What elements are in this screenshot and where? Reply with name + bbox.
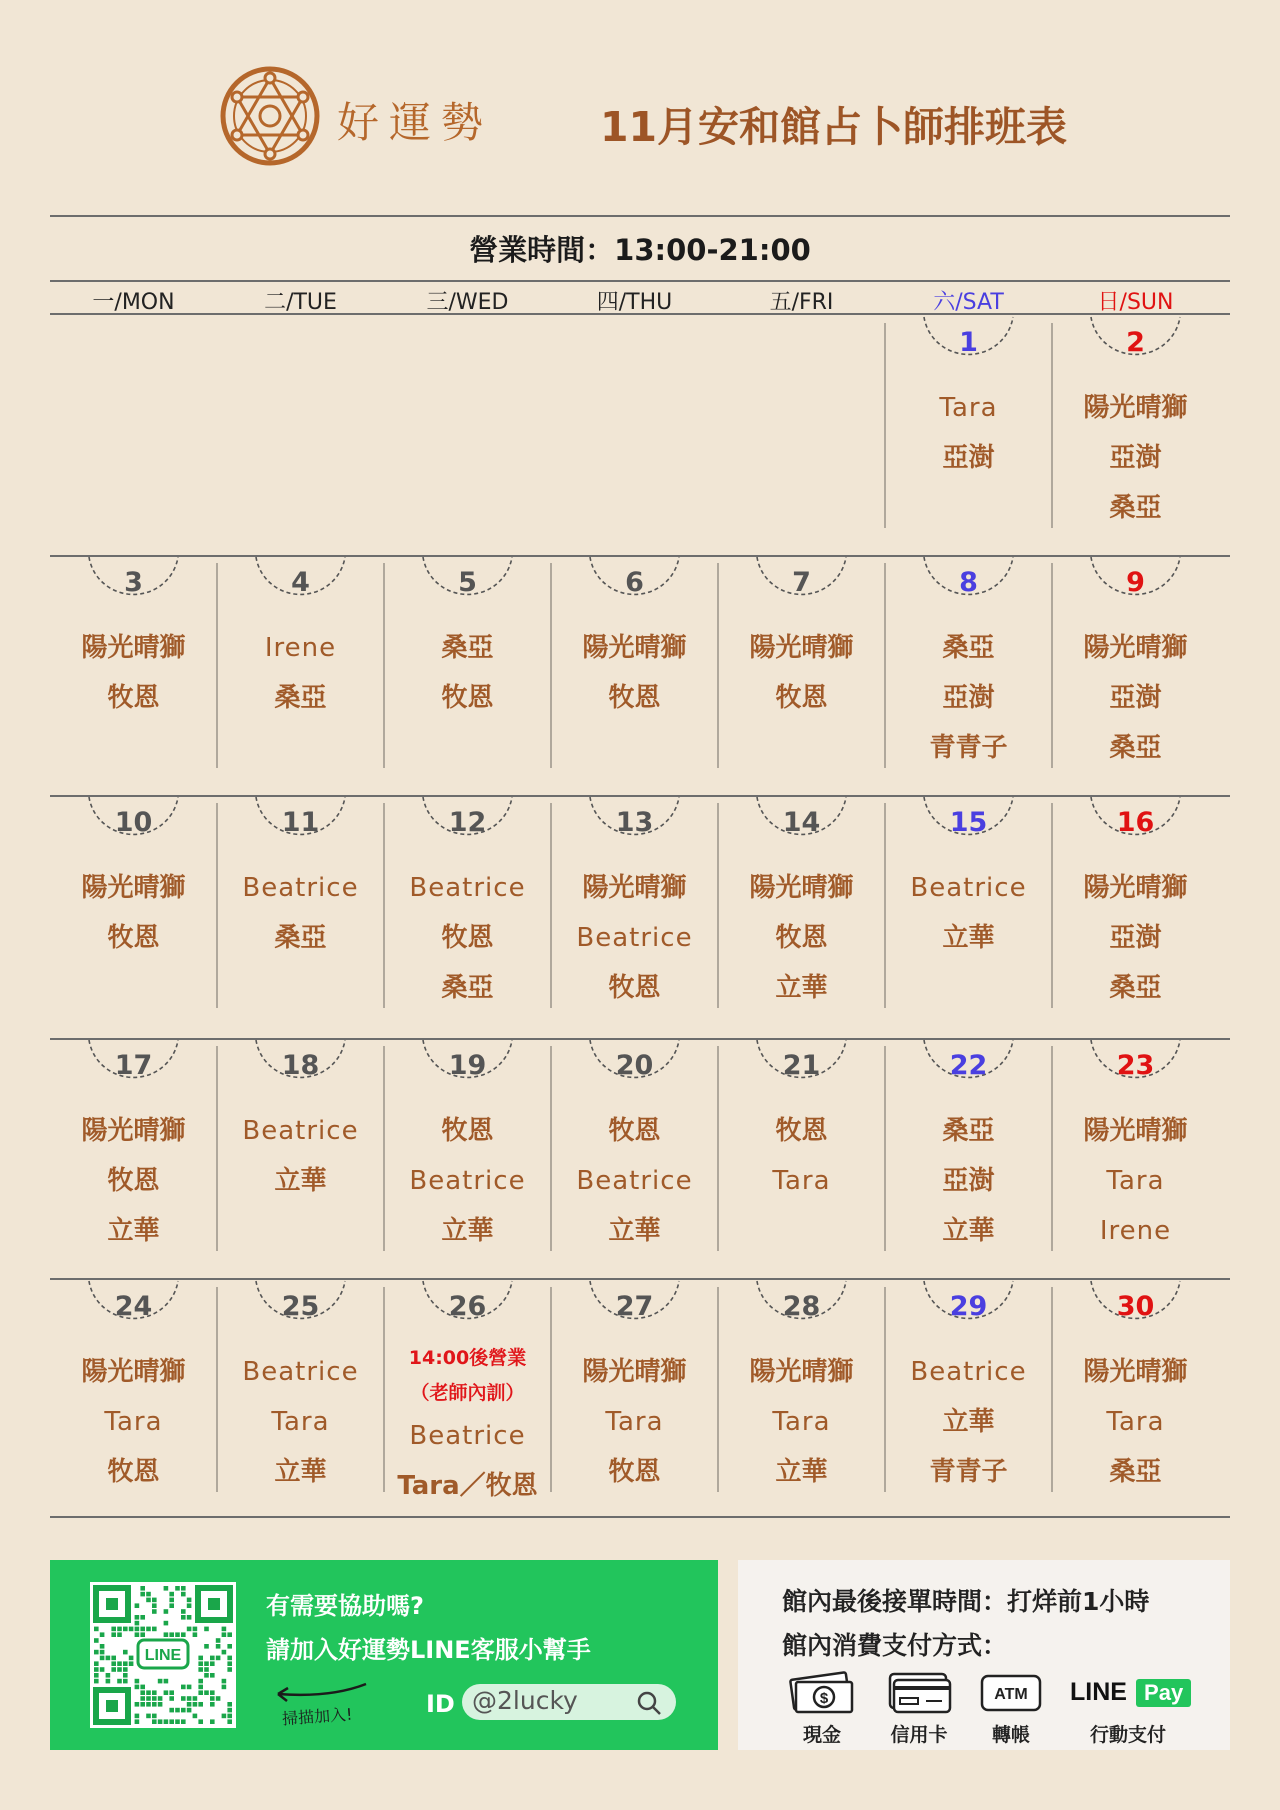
date-number: 24 [114,1291,153,1322]
date-number: 26 [448,1291,487,1322]
date-number: 17 [114,1050,153,1081]
date-number: 22 [949,1050,988,1081]
day-cell [217,1287,384,1497]
day-cell [885,1046,1052,1256]
staff-list [217,623,384,723]
staff-name: Beatrice [242,873,359,903]
help-question: 有需要協助嗎? [266,1592,424,1620]
staff-name: 桑亞 [274,683,327,713]
staff-name: 桑亞 [441,973,494,1003]
staff-name: 桑亞 [1109,493,1162,523]
arrow-icon [270,1680,370,1704]
date-number: 19 [448,1050,487,1081]
staff-name: Beatrice [409,1166,526,1196]
staff-list [50,1106,217,1256]
staff-name: 牧恩 [775,923,828,953]
staff-name: Tara [104,1407,163,1437]
day-cell [551,1046,718,1256]
staff-name: 立華 [608,1216,661,1246]
date-number: 18 [281,1050,320,1081]
staff-list [1052,863,1219,1013]
date-number: 23 [1116,1050,1155,1081]
line-id-search[interactable] [462,1684,676,1720]
day-cell [50,1046,217,1256]
day-cell [384,1046,551,1256]
day-cell [718,1046,885,1256]
staff-list [1052,623,1219,773]
staff-list [217,1106,384,1206]
qr-code-icon[interactable] [90,1582,236,1728]
day-cell [718,1287,885,1497]
date-number: 5 [458,567,477,598]
payment-cash: 現金 [802,1724,841,1746]
date-number: 15 [949,807,988,838]
staff-name: Beatrice [409,873,526,903]
staff-list [217,1347,384,1497]
header-divider-top [50,215,1230,217]
staff-list [885,623,1052,773]
staff-name: 立華 [942,1407,995,1437]
staff-list [50,623,217,723]
calendar-bottom-divider [50,1516,1230,1518]
staff-list [217,863,384,963]
staff-name: 亞澍 [942,683,995,713]
date-number: 4 [291,567,310,598]
date-number: 11 [281,807,320,838]
staff-name: 陽光晴獅 [749,1357,854,1387]
atm-text: ATM [994,1686,1028,1703]
date-number: 7 [792,567,811,598]
staff-name: Irene [1099,1216,1172,1246]
brand-name: 好運勢 [337,98,494,147]
staff-name: 桑亞 [274,923,327,953]
staff-name: 陽光晴獅 [81,873,186,903]
staff-name: 青青子 [929,1457,1008,1487]
staff-name: 牧恩 [107,1457,160,1487]
staff-name: Beatrice [242,1357,359,1387]
staff-name: 亞澍 [1109,923,1162,953]
staff-list [1052,1106,1219,1256]
page-title: 11月安和館占卜師排班表 [600,103,1068,151]
line-id-value: @2lucky [472,1686,578,1715]
staff-list [551,1347,718,1497]
day-cell [50,563,217,773]
weekday-wed: 三/WED [426,290,509,315]
staff-name: Beatrice [910,1357,1027,1387]
staff-name: 亞澍 [1109,683,1162,713]
day-cell [384,1287,551,1501]
staff-name: 陽光晴獅 [582,1357,687,1387]
day-cell [718,803,885,1013]
day-cell [384,803,551,1013]
staff-list [384,863,551,1013]
date-number: 27 [615,1291,654,1322]
staff-name: 亞澍 [1109,443,1162,473]
schedule-note: 14:00後營業 [408,1347,527,1369]
staff-name: 立華 [942,923,995,953]
staff-list [718,863,885,1013]
staff-name: 陽光晴獅 [1083,873,1188,903]
staff-list [384,1341,551,1511]
svg-text:$: $ [819,1690,829,1707]
date-number: 8 [959,567,978,598]
day-cell [1052,323,1219,533]
staff-name: 立華 [274,1457,327,1487]
payment-methods-title: 館內消費支付方式： [782,1631,1008,1660]
staff-name: Tara／牧恩 [397,1471,538,1501]
staff-name: 牧恩 [608,683,661,713]
staff-name: 亞澍 [942,1166,995,1196]
day-cell [885,323,1052,533]
staff-name: 牧恩 [608,1457,661,1487]
cash-icon [788,1670,856,1716]
staff-name: Beatrice [576,1166,693,1196]
weekday-tue: 二/TUE [264,290,337,315]
weekday-sat: 六/SAT [933,290,1004,315]
brand-logo-icon [218,64,322,168]
line-pay-pay-text: Pay [1136,1679,1191,1707]
staff-list [551,863,718,1013]
staff-list [551,1106,718,1256]
staff-name: 立華 [274,1166,327,1196]
staff-name: 牧恩 [608,1116,661,1146]
staff-name: 牧恩 [441,1116,494,1146]
date-number: 29 [949,1291,988,1322]
day-cell [384,563,551,773]
staff-name: 陽光晴獅 [1083,1357,1188,1387]
staff-name: 牧恩 [608,973,661,1003]
staff-name: Beatrice [242,1116,359,1146]
staff-name: 桑亞 [1109,973,1162,1003]
staff-name: 牧恩 [775,683,828,713]
staff-list [551,623,718,723]
staff-name: 陽光晴獅 [81,1357,186,1387]
day-cell [1052,563,1219,773]
staff-list [50,863,217,963]
weekday-mon: 一/MON [92,290,175,315]
day-cell [1052,1046,1219,1256]
staff-name: Tara [772,1166,831,1196]
date-number: 21 [782,1050,821,1081]
staff-name: Tara [605,1407,664,1437]
staff-list [885,383,1052,483]
staff-name: 陽光晴獅 [1083,633,1188,663]
help-instruction: 請加入好運勢LINE客服小幫手 [266,1636,591,1664]
staff-name: 牧恩 [107,923,160,953]
staff-name: 立華 [775,973,828,1003]
schedule-note: （老師內訓） [410,1382,525,1404]
staff-list [718,1347,885,1497]
payment-mobile: 行動支付 [1089,1724,1166,1746]
staff-list [885,863,1052,963]
staff-name: 牧恩 [441,923,494,953]
line-pay-line-text: LINE [1070,1678,1127,1706]
day-cell [50,803,217,1013]
weekday-sun: 日/SUN [1097,290,1174,315]
staff-name: 陽光晴獅 [582,873,687,903]
id-label: ID [426,1690,455,1718]
staff-name: 立華 [441,1216,494,1246]
line-pay-logo [1070,1678,1191,1707]
staff-name: Beatrice [576,923,693,953]
line-help-panel [50,1560,718,1750]
staff-name: 立華 [107,1216,160,1246]
search-icon[interactable] [636,1690,662,1716]
payment-credit-card: 信用卡 [890,1724,948,1746]
date-number: 6 [625,567,644,598]
payment-transfer: 轉帳 [991,1724,1030,1746]
date-number: 12 [448,807,487,838]
credit-card-icon [886,1670,952,1716]
day-cell [551,563,718,773]
day-cell [217,563,384,773]
qr-line-label: LINE [144,1647,182,1664]
staff-name: 桑亞 [1109,1457,1162,1487]
date-number: 13 [615,807,654,838]
staff-name: Tara [1106,1407,1165,1437]
date-number: 3 [124,567,143,598]
date-number: 25 [281,1291,320,1322]
last-order-time: 館內最後接單時間：打烊前1小時 [782,1587,1150,1616]
day-cell [885,563,1052,773]
staff-name: Beatrice [910,873,1027,903]
staff-name: 陽光晴獅 [81,1116,186,1146]
date-number: 14 [782,807,821,838]
staff-name: Irene [264,633,337,663]
staff-name: Tara [772,1407,831,1437]
business-hours: 營業時間：13:00-21:00 [469,233,811,267]
staff-name: 陽光晴獅 [81,633,186,663]
date-number: 28 [782,1291,821,1322]
day-cell [1052,1287,1219,1497]
day-cell [885,1287,1052,1497]
day-cell [217,1046,384,1256]
date-number: 20 [615,1050,654,1081]
staff-name: 陽光晴獅 [582,633,687,663]
date-number: 2 [1126,327,1145,358]
header-divider-middle [50,280,1230,282]
payment-panel [738,1560,1230,1750]
day-cell [1052,803,1219,1013]
staff-name: 桑亞 [441,633,494,663]
staff-name: 亞澍 [942,443,995,473]
day-cell [718,563,885,773]
date-number: 9 [1126,567,1145,598]
staff-name: 桑亞 [942,1116,995,1146]
staff-name: 陽光晴獅 [1083,393,1188,423]
staff-list [384,1106,551,1256]
day-cell [217,803,384,1013]
staff-list [885,1106,1052,1256]
weekday-thu: 四/THU [596,290,673,315]
staff-name: 桑亞 [942,633,995,663]
staff-name: 青青子 [929,733,1008,763]
day-cell [551,1287,718,1497]
staff-list [718,623,885,723]
staff-name: 牧恩 [107,683,160,713]
staff-name: Tara [271,1407,330,1437]
staff-name: 陽光晴獅 [1083,1116,1188,1146]
staff-name: 立華 [942,1216,995,1246]
staff-name: 牧恩 [775,1116,828,1146]
staff-name: Tara [1106,1166,1165,1196]
staff-name: 桑亞 [1109,733,1162,763]
staff-name: 陽光晴獅 [749,873,854,903]
weekday-fri: 五/FRI [769,290,834,315]
staff-list [1052,1347,1219,1497]
staff-name: Beatrice [409,1421,526,1451]
staff-name: 牧恩 [107,1166,160,1196]
staff-list [718,1106,885,1206]
date-number: 16 [1116,807,1155,838]
staff-name: Tara [939,393,998,423]
staff-list [50,1347,217,1497]
staff-name: 陽光晴獅 [749,633,854,663]
date-number: 30 [1116,1291,1155,1322]
day-cell [50,1287,217,1497]
atm-icon [980,1674,1042,1712]
staff-name: 牧恩 [441,683,494,713]
date-number: 1 [959,327,978,358]
date-number: 10 [114,807,153,838]
staff-list [384,623,551,723]
staff-name: 立華 [775,1457,828,1487]
day-cell [551,803,718,1013]
staff-list [885,1347,1052,1497]
staff-list [1052,383,1219,533]
scan-hint: 掃描加入! [281,1704,354,1729]
day-cell [885,803,1052,1013]
